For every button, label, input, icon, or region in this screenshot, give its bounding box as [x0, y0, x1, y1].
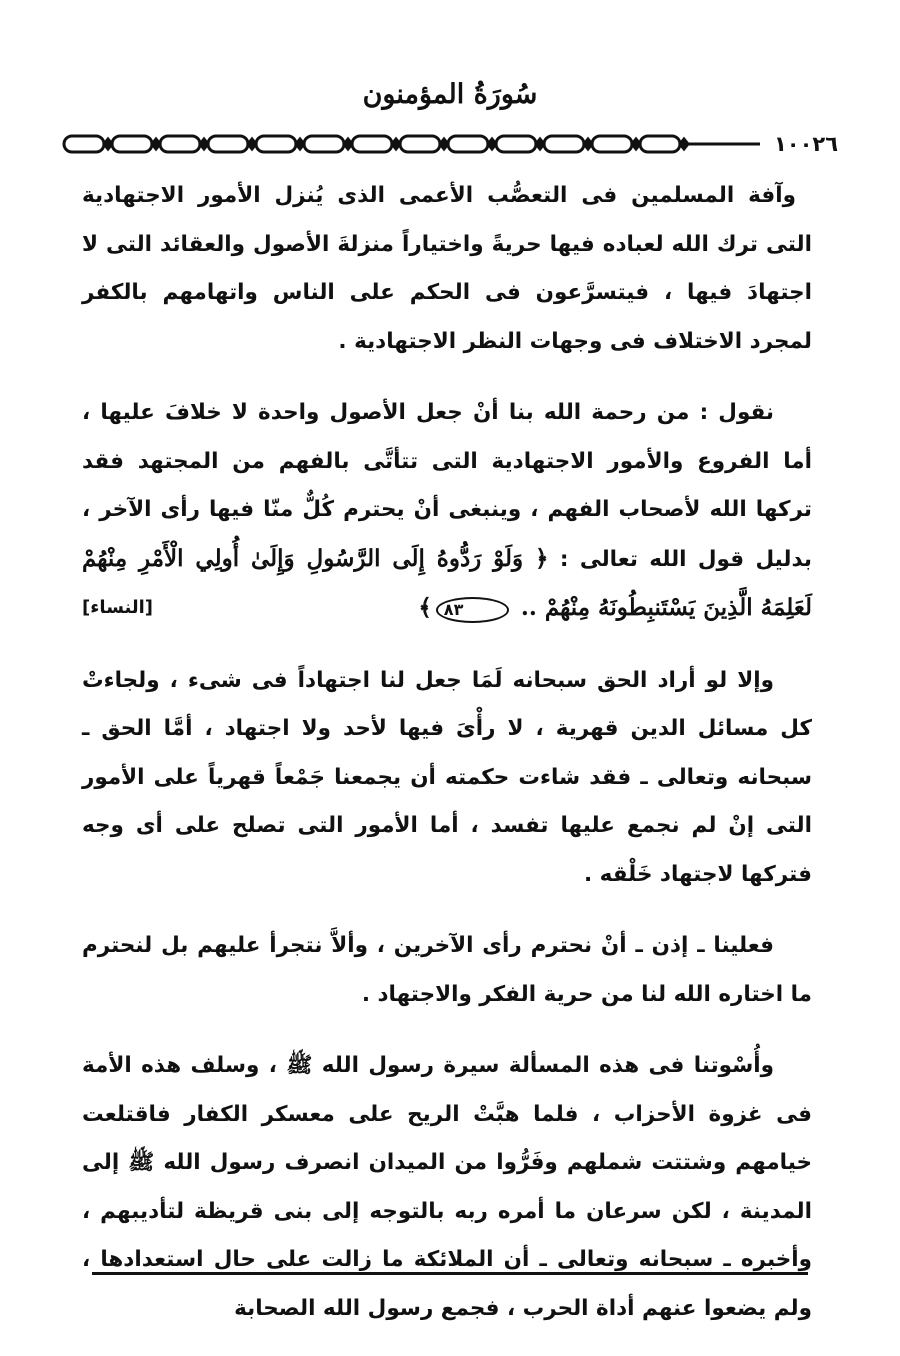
surah-reference: [النساء] — [82, 597, 154, 618]
surah-title: سُورَةُ المؤمنون — [362, 79, 538, 110]
footer-rule — [92, 1272, 808, 1275]
paragraph-4: فعلينا ـ إذن ـ أنْ نحترم رأى الآخرين ، وألاَّ نتجرأ عليهم بل لنحترم ما اختاره الله لنا من حرية الفكر والاجتهاد . — [82, 933, 812, 1007]
chain-link-icon — [304, 136, 344, 152]
paragraph-1: وآفة المسلمين فى التعصُّب الأعمى الذى يُنزل الأمور الاجتهادية التى ترك الله لعباده فيها حريةً واختياراً منزلةَ الأصول والعقائد التى لا اجتهادَ فيها ، فيتسرَّعون فى الحكم على الناس واتهامهم بالكفر لمجرد الاختلاف فى وجهات النظر الاجتهادية . — [82, 183, 812, 354]
verse-close-bracket: ﴾ — [418, 594, 432, 621]
page-number: ١٠٠٢٦ — [765, 128, 847, 160]
chain-link-icon — [64, 136, 104, 152]
chain-link-icon — [496, 136, 536, 152]
chain-link-icon — [352, 136, 392, 152]
chain-link-icon — [544, 136, 584, 152]
main-text — [82, 172, 812, 1356]
header-ornament-border — [60, 128, 839, 160]
quran-verse: ﴿ وَلَوْ رَدُّوهُ إِلَى الرَّسُولِ وَإِلَىٰ أُولِي الْأَمْرِ مِنْهُمْ لَعَلِمَهُ الَّذِينَ يَسْتَنبِطُونَهُ مِنْهُمْ .. — [82, 544, 812, 621]
chain-link-icon — [160, 136, 200, 152]
paragraph-5: وأُسْوتنا فى هذه المسألة سيرة رسول الله ﷺ ، وسلف هذه الأمة فى غزوة الأحزاب ، فلما هبَّتْ الريح على معسكر الكفار فاقتلعت خيامهم وشتتت شملهم وفَرُّوا من الميدان انصرف رسول الله ﷺ إلى المدينة ، لكن سرعان ما أمره ربه بالتوجه إلى بنى قريظة لتأديبهم ، وأخبره ـ سبحانه وتعالى ـ أن الملائكة ما زالت على حال استعدادها ، ولم يضعوا عنهم أداة الحرب ، فجمع رسول الله الصحابة — [82, 1053, 812, 1321]
verse-number-badge: ٨٣ — [436, 597, 510, 623]
chain-link-icon — [448, 136, 488, 152]
chain-diamond-icon — [680, 139, 688, 149]
paragraph-2 — [82, 389, 812, 634]
paragraph-2-text: نقول : من رحمة الله بنا أنْ جعل الأصول واحدة لا خلافَ عليها ، أما الفروع والأمور الاجتهادية التى تتأتَّى بالفهم من المجتهد فقد تركها الله لأصحاب الفهم ، وينبغى أنْ يحترم كُلٌّ منّا فيها رأى الآخر ، بدليل قول الله تعالى : — [82, 400, 812, 572]
chain-link-icon — [592, 136, 632, 152]
chain-ornament-icon — [60, 128, 830, 160]
chain-link-icon — [640, 136, 680, 152]
paragraph-3: وإلا لو أراد الحق سبحانه لَمَا جعل لنا اجتهاداً فى شىء ، ولجاءتْ كل مسائل الدين قهرية ، لا رأْىَ فيها لأحد ولا اجتهاد ، أمَّا الحق ـ سبحانه وتعالى ـ فقد شاءت حكمته أن يجمعنا جَمْعاً قهرياً على الأمور التى إنْ لم نجمع عليها تفسد ، أما الأمور التى تصلح على أى وجه فتركها لاجتهاد خَلْقه . — [82, 667, 812, 887]
chain-link-icon — [256, 136, 296, 152]
chain-link-icon — [400, 136, 440, 152]
chain-link-icon — [208, 136, 248, 152]
chain-link-icon — [112, 136, 152, 152]
